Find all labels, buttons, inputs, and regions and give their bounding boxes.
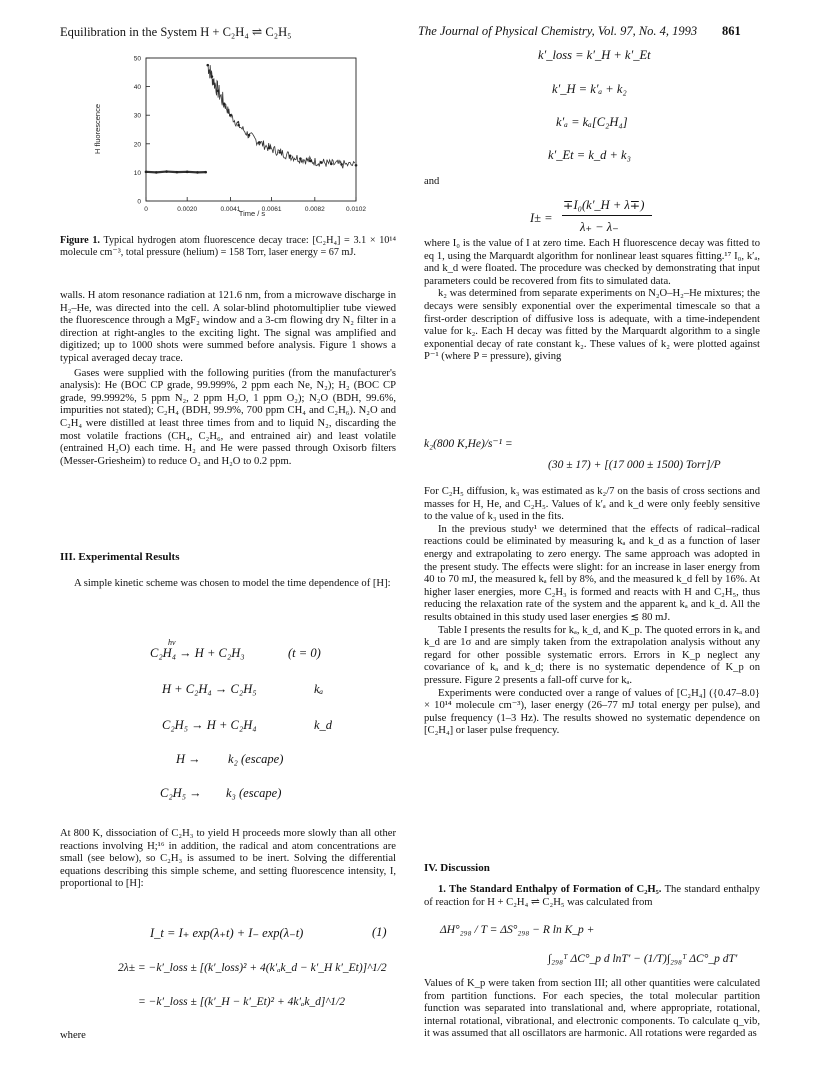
right-column-lower (424, 978, 760, 1041)
y-tick-label: 40 (133, 84, 141, 92)
x-tick-label: 0.0082 (304, 206, 325, 213)
scheme-label-5: k₃ (escape) (226, 786, 282, 800)
subsection-1-heading: 1. The Standard Enthalpy of Formation of C₂H₅. (438, 884, 662, 895)
data-point (237, 124, 240, 127)
equation-i-pm-lhs: I± = (530, 211, 553, 225)
left-where: where (60, 1030, 86, 1041)
equation-i-pm-numerator: ∓I₀(k′_H + λ∓) (563, 198, 645, 212)
left-para-2: Gases were supplied with the following purities (from the manufacturer's analysis): He (BOC CP grade, 99.999%, 2 ppm each Ne, N₂); H₂ (BOC CP grade, 99.9992%, 5 ppm N₂, 2 ppm H₂O, 1 ppm O₂); N₂O (BDH, 99.6%, impurities not stated); C₂H₄ (BDH, 99.9%, 700 ppm CH₄ and C₂H₆). N₂O and C₂H₄ were distilled at least three times from and to liquid N₂, discarding the most volatile fractions (CH₄, C₂H₆, and entrained air) and least volatile (entrained H₂O) each time. H₂ and He were passed through Oxisorb filters (Messer-Griesheim) to reduce O₂ and H₂O to 0.2 ppm. (60, 367, 396, 467)
x-tick-label: 0.0061 (261, 206, 282, 213)
equation-2: 2λ± = −k′_loss ± [(k′_loss)² + 4(k′ₐk_d − k′_H k′_Et)]^1/2 (118, 962, 387, 974)
right-para-2: k₂ was determined from separate experiments on N₂O–H₂–He mixtures; the decays were sensibly exponential over the experimental timescale so that a first-order description of diffusive loss is adequate, with a time-independent value for k₂. Each H decay was fitted by the Marquardt algorithm to a single exponential decay of rate constant k₂. These values of k₂ were plotted against P⁻¹ (where P = pressure), giving (424, 288, 760, 363)
plot-frame (146, 58, 356, 201)
figure-1-chart (80, 48, 380, 218)
scheme-reaction-1: C₂H₄ → H + C₂H₃ (150, 646, 245, 660)
equation-k-et: k′_Et = k_d + k₃ (548, 148, 631, 162)
data-point (268, 147, 271, 150)
running-header-journal: The Journal of Physical Chemistry, Vol. 97, No. 4, 1993 (418, 24, 698, 38)
scheme-label-4: k₂ (escape) (228, 752, 284, 766)
section-iv-heading: IV. Discussion (424, 862, 490, 874)
data-point (217, 90, 220, 93)
data-point (330, 163, 333, 166)
data-point (206, 64, 209, 67)
equation-k-h: k′_H = k′ₐ + k₂ (552, 82, 627, 96)
left-para-3-text: A simple kinetic scheme was chosen to model the time dependence of [H]: (74, 578, 391, 589)
data-point (355, 164, 358, 167)
scheme-reaction-4: H → (176, 752, 201, 766)
data-point (155, 171, 158, 174)
data-point (320, 161, 323, 164)
data-point (248, 134, 251, 137)
figure-1-caption (60, 235, 396, 259)
right-and: and (424, 176, 440, 187)
y-tick-label: 30 (133, 112, 141, 120)
scheme-reaction-5: C₂H₅ → (160, 786, 202, 800)
running-header-left: Equilibration in the System H + C₂H₄ ⇌ C₂H₅ (60, 25, 292, 39)
scheme-reaction-2: H + C₂H₄ → C₂H₅ (162, 682, 257, 696)
y-tick-label: 50 (133, 55, 141, 63)
figure-caption-text: Typical hydrogen atom fluorescence decay trace: [C₂H₄] = 3.1 × 10¹⁴ molecule cm⁻³, total pressure (helium) = 158 Torr, laser energy = 67 mJ. (60, 235, 396, 258)
decay-trace-noise (208, 65, 355, 168)
x-axis-label: Time / s (238, 209, 266, 218)
left-para-4 (60, 828, 396, 891)
equation-k2-lhs: k₂(800 K,He)/s⁻¹ = (424, 438, 513, 450)
left-para-1: walls. H atom resonance radiation at 121.6 nm, from a microwave discharge in H₂–He, was directed into the cell. A solar-blind photomultiplier tube viewed the fluorescence through a MgF₂ window and a 3-cm flowing dry N₂ filter in a direction at right-angles to the exciting light. The signal was amplified and digitized; up to 1000 shots were summed before analysis. Figure 1 shows a typical averaged decay trace. (60, 290, 396, 364)
x-tick-label: 0.0020 (177, 206, 198, 213)
y-tick-label: 0 (137, 198, 141, 206)
data-point (258, 141, 261, 144)
equation-1-number: (1) (372, 925, 387, 939)
right-para-6: Experiments were conducted over a range of values of [C₂H₄] ({0.47–8.0} × 10¹⁴ molecule cm⁻³), laser energy (26–77 mJ total energy per pulse), and pulse frequency (1–3 Hz). The results showed no systematic dependence on [C₂H₄] or laser pulse frequency. (424, 687, 760, 737)
section-iii-heading: III. Experimental Results (60, 551, 180, 563)
data-point (211, 75, 214, 78)
left-para-4-text: At 800 K, dissociation of C₂H₃ to yield H proceeds more slowly than all other reactions involving H;¹⁶ in addition, the radical and atom concentrations are small (see below), so C₂H₃ is assumed to be inert. Solving the differential equations describing this simple scheme, and setting fluorescence intensity, I, proportional to [H]: (60, 828, 396, 890)
figure-label: Figure 1. (60, 235, 100, 246)
equation-k-loss: k′_loss = k′_H + k′_Et (538, 48, 651, 62)
data-point (196, 171, 199, 174)
fraction-bar (562, 215, 652, 216)
data-point (340, 163, 343, 166)
equation-enthalpy-line-2: ∫₂₉₈ᵀ ΔC°_p d lnT′ − (1/T)∫₂₉₈ᵀ ΔC°_p dT′ (548, 953, 738, 965)
scheme-label-2: kₐ (314, 682, 324, 696)
x-tick-label: 0.0102 (346, 206, 366, 213)
right-para-1: where I₀ is the value of I at zero time. Each H fluorescence decay was fitted to eq 1, using the Marquardt algorithm for nonlinear least squares fitting.¹⁷ I₀, k′ₐ, and k_d were floated. The procedure was checked by demonstrating that input parameters could be recovered from fits to simulated data. (424, 238, 760, 287)
right-para-5: Table I presents the results for kₐ, k_d, and K_p. The quoted errors in kₐ and k_d are 1σ and are simply taken from the extrapolation analysis without any regard for other possible systematic errors. Errors in K_p neglect any covariance of kₐ and k_d; there is no systematic dependence of K_p on pressure. Figure 2 presents a fall-off curve for kₐ. (424, 624, 760, 686)
equation-1: I_t = I₊ exp(λ₊t) + I₋ exp(λ₋t) (150, 926, 304, 940)
y-tick-label: 10 (133, 169, 141, 177)
y-tick-label: 20 (133, 141, 141, 149)
x-tick-label: 0.0041 (220, 206, 241, 213)
right-para-3: For C₂H₅ diffusion, k₃ was estimated as k₂/7 on the basis of cross sections and masses for H, He, and C₂H₅. Values of k′ₐ and k_d were only feebly sensitive to the value of k₃ used in the fits. (424, 486, 760, 523)
right-para-8: Values of K_p were taken from section III; all other quantities were calculated from partition functions. For each species, the total molecular partition function was separated into translational and, where appropriate, rotational, internal rotational, vibrational, and electronic components. To calculate q_vib, it was assumed that all oscillators are harmonic. All rotations were regarded as (424, 978, 760, 1040)
left-para-3 (60, 578, 396, 591)
data-point (229, 114, 232, 117)
y-axis-label: H fluorescence (93, 103, 102, 155)
hv-label: hν (168, 638, 176, 647)
data-point (289, 155, 292, 158)
data-point (145, 171, 148, 174)
left-column (60, 290, 396, 468)
equation-k2-rhs: (30 ± 17) + [(17 000 ± 1500) Torr]/P (548, 459, 721, 471)
data-point (299, 157, 302, 160)
scheme-label-3: k_d (314, 718, 333, 732)
right-discussion (424, 884, 760, 909)
data-point (204, 171, 207, 174)
data-point (223, 102, 226, 105)
right-para-7: The standard enthalpy of reaction for H + C₂H₄ ⇌ C₂H₅ was calculated from (424, 884, 760, 908)
page-number: 861 (722, 24, 741, 38)
data-point (279, 151, 282, 154)
scheme-label-1: (t = 0) (288, 646, 321, 660)
data-point (309, 160, 312, 163)
scheme-reaction-3: C₂H₅ → H + C₂H₄ (162, 718, 257, 732)
equation-enthalpy-line-1: ΔH°₂₉₈ / T = ΔS°₂₉₈ − R ln K_p + (440, 924, 595, 936)
equation-k-a: k′ₐ = kₐ[C₂H₄] (556, 115, 628, 129)
data-point (165, 170, 168, 173)
data-point (186, 171, 189, 174)
right-column-middle (424, 486, 760, 738)
right-para-4: In the previous study¹ we determined that the effects of radical–radical reactions could be eliminated by measuring kₐ and k_d as a function of laser energy and extrapolating to zero energy. The same approach was adopted in the present study. The effects were slight: for an increase in laser energy from 40 to 70 mJ, the measured kₐ fell by 8%, and the measured k_d fell by 16%. At higher laser energies, more C₂H₃ is formed and reacts with H and C₂H₅, thus reducing the relaxation rate of the system and the apparent kₐ and k_d. All the results obtained in this study used laser energies ≲ 80 mJ. (424, 523, 760, 623)
right-column-upper (424, 238, 760, 364)
equation-3: = −k′_loss ± [(k′_H − k′_Et)² + 4k′ₐk_d]^1/2 (138, 996, 345, 1008)
data-point (176, 171, 179, 174)
equation-i-pm-denominator: λ₊ − λ₋ (580, 220, 619, 234)
x-tick-label: 0 (144, 206, 148, 213)
